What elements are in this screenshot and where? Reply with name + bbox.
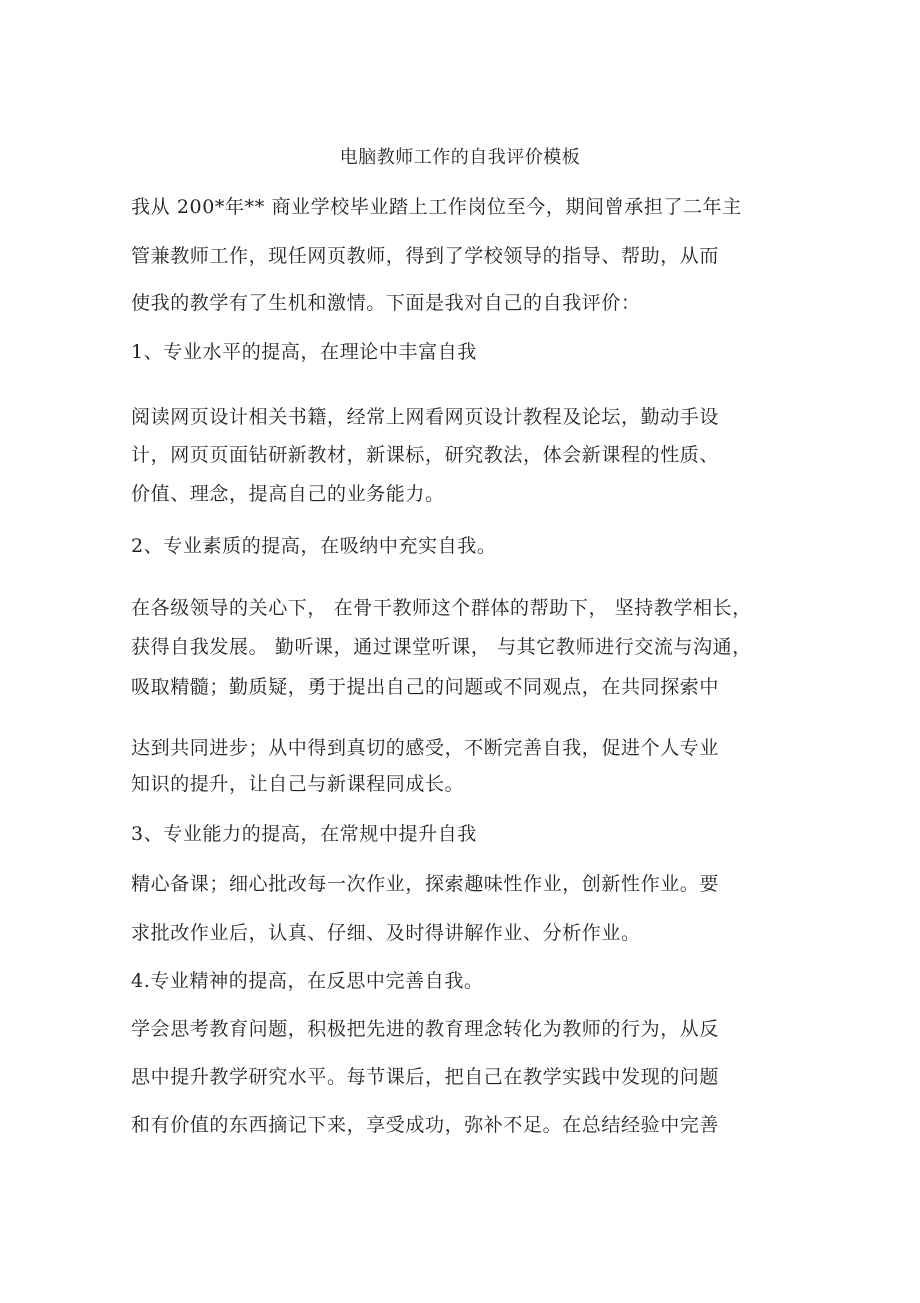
section-1-line-3: 价值、理念，提高自己的业务能力。 — [131, 483, 445, 505]
document-title: 电脑教师工作的自我评价模板 — [339, 147, 581, 168]
section-1-line-1: 阅读网页设计相关书籍，经常上网看网页设计教程及论坛，勤动手设 — [131, 406, 720, 428]
section-4-line-2: 思中提升教学研究水平。每节课后，把自己在教学实践中发现的问题 — [131, 1066, 720, 1088]
section-2-line-2: 获得自我发展。 勤听课，通过课堂听课， 与其它教师进行交流与沟通， — [131, 636, 752, 658]
section-4-line-3: 和有价值的东西摘记下来，享受成功，弥补不足。在总结经验中完善 — [131, 1114, 720, 1136]
section-2-line-1: 在各级领导的关心下， 在骨干教师这个群体的帮助下， 坚持教学相长， — [131, 597, 752, 619]
section-3-line-1: 精心备课；细心批改每一次作业，探索趣味性作业，创新性作业。要 — [131, 873, 720, 895]
section-2-line-3: 吸取精髓；勤质疑，勇于提出自己的问题或不同观点，在共同探索中 — [131, 676, 720, 698]
section-heading-1: 1、专业水平的提高，在理论中丰富自我 — [131, 341, 477, 363]
section-heading-3: 3、专业能力的提高，在常规中提升自我 — [131, 823, 477, 845]
section-1-line-2: 计，网页页面钻研新教材，新课标，研究教法，体会新课程的性质、 — [131, 444, 720, 466]
intro-line-2: 管兼教师工作，现任网页教师，得到了学校领导的指导、帮助，从而 — [131, 245, 720, 267]
intro-line-3: 使我的教学有了生机和激情。下面是我对自己的自我评价： — [131, 292, 641, 314]
section-2-line-4: 达到共同进步；从中得到真切的感受，不断完善自我，促进个人专业 — [131, 737, 720, 759]
section-4-line-1: 学会思考教育问题，积极把先进的教育理念转化为教师的行为，从反 — [131, 1018, 720, 1040]
section-heading-4: 4.专业精神的提高，在反思中完善自我。 — [131, 970, 484, 992]
section-3-line-2: 求批改作业后，认真、仔细、及时得讲解作业、分析作业。 — [131, 922, 641, 944]
section-heading-2: 2、专业素质的提高，在吸纳中充实自我。 — [131, 535, 497, 557]
intro-line-1: 我从 200*年** 商业学校毕业踏上工作岗位至今，期间曾承担了二年主 — [131, 196, 742, 218]
section-2-line-5: 知识的提升，让自己与新课程同成长。 — [131, 773, 465, 795]
